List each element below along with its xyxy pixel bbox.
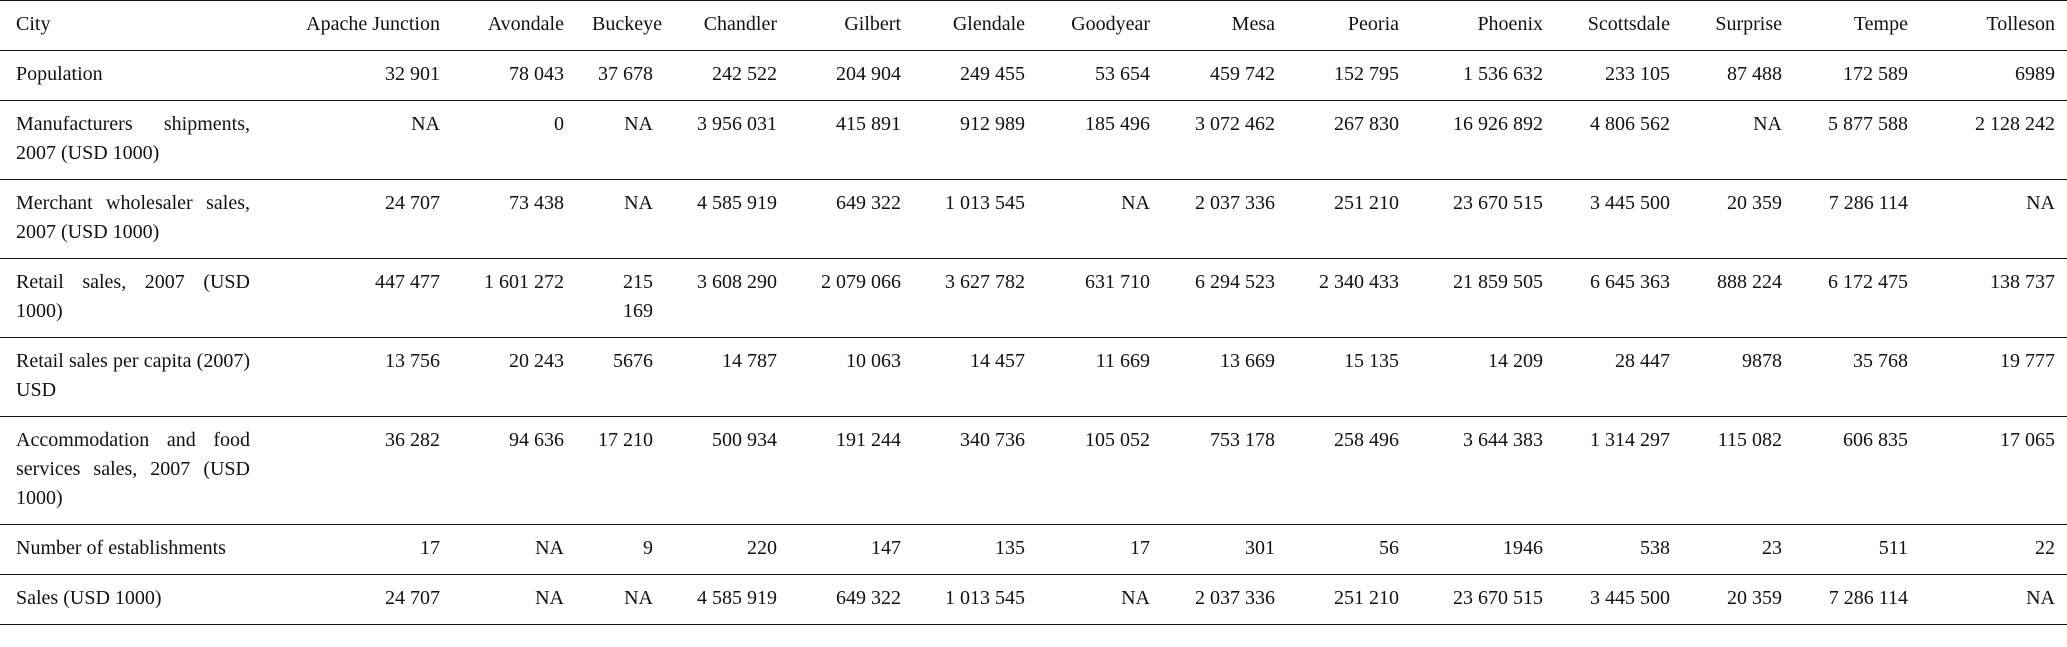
row-label: Population bbox=[16, 63, 103, 85]
table-cell: NA bbox=[411, 113, 440, 135]
table-cell: 17 bbox=[420, 537, 440, 559]
table-row bbox=[0, 51, 2067, 101]
table-cell: 3 956 031 bbox=[697, 113, 777, 135]
table-cell: 4 585 919 bbox=[697, 587, 777, 609]
table-cell: 20 359 bbox=[1727, 192, 1782, 214]
table-cell: 251 210 bbox=[1334, 192, 1399, 214]
table-cell: 17 210 bbox=[598, 429, 653, 451]
table-cell: 2 037 336 bbox=[1195, 587, 1275, 609]
table-cell: 13 756 bbox=[385, 350, 440, 372]
table-cell: 888 224 bbox=[1717, 271, 1782, 293]
table-row bbox=[0, 525, 2067, 575]
table-row bbox=[0, 417, 2067, 525]
table-cell: 23 bbox=[1762, 537, 1782, 559]
row-label: Manufacturers shipments, 2007 (USD 1000) bbox=[16, 113, 250, 164]
table-cell: 2 340 433 bbox=[1319, 271, 1399, 293]
column-header: Goodyear bbox=[1071, 13, 1150, 35]
column-header: Tempe bbox=[1853, 13, 1908, 35]
table-cell: 3 072 462 bbox=[1195, 113, 1275, 135]
table-cell: 105 052 bbox=[1085, 429, 1150, 451]
table-cell: 20 359 bbox=[1727, 587, 1782, 609]
table-cell: NA bbox=[1121, 192, 1150, 214]
table-cell: NA bbox=[624, 192, 653, 214]
table-row bbox=[0, 575, 2067, 625]
table-cell: 5676 bbox=[613, 350, 653, 372]
row-label: Number of establishments bbox=[16, 537, 226, 559]
column-header: Avondale bbox=[487, 13, 564, 35]
column-header: Peoria bbox=[1347, 13, 1399, 35]
table-cell: 7 286 114 bbox=[1828, 192, 1908, 214]
table-cell: 2 037 336 bbox=[1195, 192, 1275, 214]
table-cell: NA bbox=[624, 587, 653, 609]
table-cell: 4 585 919 bbox=[697, 192, 777, 214]
table-cell: 16 926 892 bbox=[1453, 113, 1543, 135]
table-cell: NA bbox=[535, 587, 564, 609]
table-cell: NA bbox=[1121, 587, 1150, 609]
table-cell: 631 710 bbox=[1085, 271, 1150, 293]
table-cell: 73 438 bbox=[509, 192, 564, 214]
row-label: Sales (USD 1000) bbox=[16, 587, 162, 609]
table-cell: 20 243 bbox=[509, 350, 564, 372]
table-cell: 7 286 114 bbox=[1828, 587, 1908, 609]
table-cell: 215 169 bbox=[623, 271, 653, 322]
column-header: Surprise bbox=[1715, 13, 1782, 35]
table-cell: 301 bbox=[1245, 537, 1275, 559]
column-header: Gilbert bbox=[844, 13, 901, 35]
header-row bbox=[0, 1, 2067, 51]
table-cell: 459 742 bbox=[1210, 63, 1275, 85]
table-cell: 340 736 bbox=[960, 429, 1025, 451]
table-cell: 19 777 bbox=[2000, 350, 2055, 372]
table-row bbox=[0, 180, 2067, 259]
table-body bbox=[0, 51, 2067, 625]
table-cell: 36 282 bbox=[385, 429, 440, 451]
table-cell: 135 bbox=[995, 537, 1025, 559]
table-cell: 14 209 bbox=[1488, 350, 1543, 372]
table-cell: 251 210 bbox=[1334, 587, 1399, 609]
table-cell: 3 445 500 bbox=[1590, 587, 1670, 609]
table-cell: NA bbox=[624, 113, 653, 135]
table-cell: 115 082 bbox=[1717, 429, 1782, 451]
table-cell: 6 172 475 bbox=[1828, 271, 1908, 293]
table-cell: 511 bbox=[1878, 537, 1908, 559]
table-cell: 28 447 bbox=[1615, 350, 1670, 372]
column-header: Buckeye bbox=[592, 13, 662, 35]
table-cell: 4 806 562 bbox=[1590, 113, 1670, 135]
table-cell: 204 904 bbox=[836, 63, 901, 85]
table-cell: 11 669 bbox=[1095, 350, 1150, 372]
table-cell: 447 477 bbox=[375, 271, 440, 293]
table-cell: 53 654 bbox=[1095, 63, 1150, 85]
table-cell: 1 013 545 bbox=[945, 192, 1025, 214]
table-cell: 24 707 bbox=[385, 587, 440, 609]
column-header-city: City bbox=[16, 13, 51, 35]
table-cell: 1 314 297 bbox=[1590, 429, 1670, 451]
table-cell: 14 787 bbox=[722, 350, 777, 372]
table-cell: 172 589 bbox=[1843, 63, 1908, 85]
table-cell: 606 835 bbox=[1843, 429, 1908, 451]
table-cell: 9878 bbox=[1742, 350, 1782, 372]
table-cell: 138 737 bbox=[1990, 271, 2055, 293]
table-cell: 6 645 363 bbox=[1590, 271, 1670, 293]
table-cell: 500 934 bbox=[712, 429, 777, 451]
column-header: Tolleson bbox=[1986, 13, 2055, 35]
table-cell: 17 bbox=[1130, 537, 1150, 559]
table-cell: 15 135 bbox=[1344, 350, 1399, 372]
column-header: Apache Junction bbox=[306, 13, 440, 35]
table-cell: 147 bbox=[871, 537, 901, 559]
table-cell: 538 bbox=[1640, 537, 1670, 559]
table-cell: 220 bbox=[747, 537, 777, 559]
table-cell: 17 065 bbox=[2000, 429, 2055, 451]
table-cell: 21 859 505 bbox=[1453, 271, 1543, 293]
table-cell: 14 457 bbox=[970, 350, 1025, 372]
table-row bbox=[0, 259, 2067, 338]
table-cell: 1 536 632 bbox=[1463, 63, 1543, 85]
table-cell: 35 768 bbox=[1853, 350, 1908, 372]
table-cell: 1 013 545 bbox=[945, 587, 1025, 609]
table-cell: NA bbox=[1753, 113, 1782, 135]
table-cell: 649 322 bbox=[836, 192, 901, 214]
table-cell: 24 707 bbox=[385, 192, 440, 214]
table-row bbox=[0, 338, 2067, 417]
column-header: Mesa bbox=[1231, 13, 1275, 35]
table-cell: 6 294 523 bbox=[1195, 271, 1275, 293]
column-header: Glendale bbox=[952, 13, 1025, 35]
table-cell: 753 178 bbox=[1210, 429, 1275, 451]
table-cell: 22 bbox=[2035, 537, 2055, 559]
row-label: Accommodation and food services sales, 2007 (USD 1000) bbox=[16, 429, 250, 509]
table-cell: 242 522 bbox=[712, 63, 777, 85]
table-cell: 6989 bbox=[2015, 63, 2055, 85]
table-cell: 191 244 bbox=[836, 429, 901, 451]
table-cell: 267 830 bbox=[1334, 113, 1399, 135]
table-row bbox=[0, 101, 2067, 180]
table-cell: 9 bbox=[643, 537, 653, 559]
table-cell: 3 445 500 bbox=[1590, 192, 1670, 214]
table-cell: NA bbox=[2026, 192, 2055, 214]
table-cell: 233 105 bbox=[1605, 63, 1670, 85]
table-cell: 1 601 272 bbox=[484, 271, 564, 293]
table-cell: 1946 bbox=[1503, 537, 1543, 559]
table-cell: 415 891 bbox=[836, 113, 901, 135]
table-cell: 3 608 290 bbox=[697, 271, 777, 293]
table-cell: 94 636 bbox=[509, 429, 564, 451]
row-label: Merchant wholesaler sales, 2007 (USD 1000) bbox=[16, 192, 250, 243]
table-cell: 258 496 bbox=[1334, 429, 1399, 451]
table-cell: 0 bbox=[554, 113, 564, 135]
table-cell: 249 455 bbox=[960, 63, 1025, 85]
table-cell: 37 678 bbox=[598, 63, 653, 85]
table-cell: 3 644 383 bbox=[1463, 429, 1543, 451]
table-cell: 2 079 066 bbox=[821, 271, 901, 293]
table-cell: 78 043 bbox=[509, 63, 564, 85]
column-header: Scottsdale bbox=[1587, 13, 1670, 35]
table-cell: 185 496 bbox=[1085, 113, 1150, 135]
table-cell: 23 670 515 bbox=[1453, 192, 1543, 214]
table-cell: 3 627 782 bbox=[945, 271, 1025, 293]
table-cell: 5 877 588 bbox=[1828, 113, 1908, 135]
table-cell: 649 322 bbox=[836, 587, 901, 609]
table-cell: 32 901 bbox=[385, 63, 440, 85]
table-cell: 13 669 bbox=[1220, 350, 1275, 372]
table-cell: 912 989 bbox=[960, 113, 1025, 135]
column-header: Phoenix bbox=[1477, 13, 1543, 35]
column-header: Chandler bbox=[703, 13, 777, 35]
row-label: Retail sales, 2007 (USD 1000) bbox=[16, 271, 250, 322]
row-label: Retail sales per capita (2007) USD bbox=[16, 350, 250, 401]
table-cell: 56 bbox=[1379, 537, 1399, 559]
table-cell: 10 063 bbox=[846, 350, 901, 372]
table-cell: 87 488 bbox=[1727, 63, 1782, 85]
table-cell: NA bbox=[2026, 587, 2055, 609]
table-cell: 152 795 bbox=[1334, 63, 1399, 85]
table-cell: NA bbox=[535, 537, 564, 559]
table-cell: 2 128 242 bbox=[1975, 113, 2055, 135]
table-cell: 23 670 515 bbox=[1453, 587, 1543, 609]
